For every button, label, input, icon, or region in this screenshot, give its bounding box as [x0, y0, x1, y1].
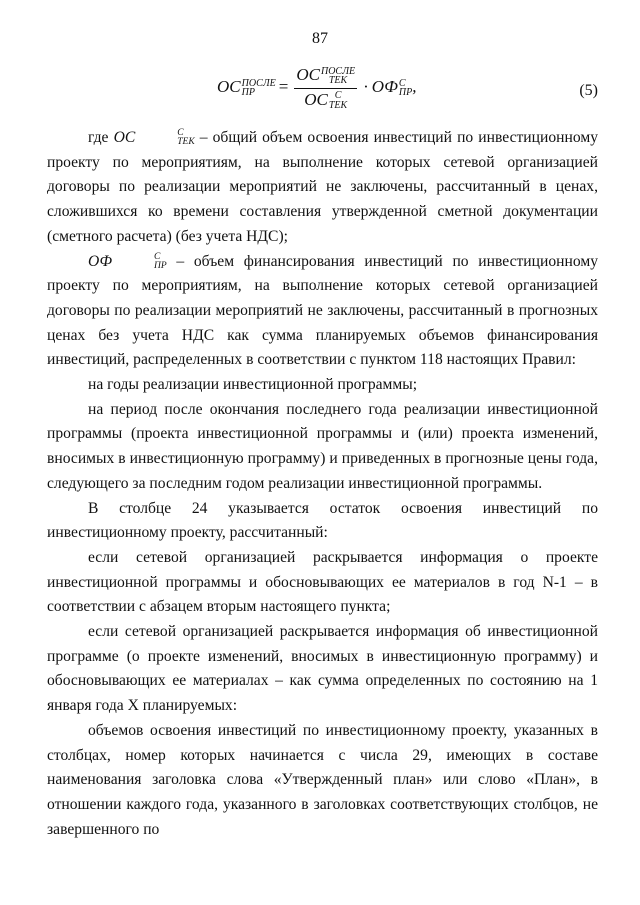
definition-paragraph	[47, 250, 598, 374]
paragraph: на годы реализации инвестиционной программы;	[88, 376, 418, 394]
definition-symbol	[88, 253, 167, 270]
definition-symbol-base: ОФ	[88, 252, 112, 270]
formula-5	[217, 66, 417, 110]
paragraph: В столбце 24 указывается остаток освоения инвестиций по инвестиционному проекту, рассчитанный:	[47, 499, 598, 542]
paragraph: объемов освоения инвестиций по инвестиционному проекту, указанных в столбцах, номер которых начинается с числа 29, имеющих в составе наименования заголовка слова «Утвержденный план» или слово «План», в отношении каждого года, указанного в заголовках соответствующих столбцов, не завершенного по	[47, 721, 598, 838]
body-text	[47, 126, 598, 842]
formula-num-sub: ТЕК	[328, 75, 348, 87]
paragraph: если сетевой организацией раскрывается информация о проекте инвестиционной программы и обосновывающих ее материалов в год N-1 – в соответствии с абзацем вторым настоящего пункта;	[47, 548, 598, 616]
definition-symbol-sub: ТЕК	[177, 137, 195, 148]
formula-factor-base: ОФ	[371, 77, 398, 96]
definition-text: – объем финансирования инвестиций по инвестиционному проекту по мероприятиям, на выполнение которых сетевой организацией договоры по реализации мероприятий не заключены, рассчитанный в прогнозных ценах без учета НДС как сумма планируемых объемов финансирования инвестиций, распределенных в соответствии с пунктом 118 настоящих Правил:	[47, 252, 598, 369]
definition-paragraph	[47, 126, 598, 250]
definition-symbol	[114, 129, 195, 146]
paragraph: на период после окончания последнего года реализации инвестиционной программы (проекта инвестиционной программы и (или) проекта изменений, вносимых в инвестиционную программу) и приведенных в прогнозные цены года, следующего за последним годом реализации инвестиционной программы.	[47, 400, 598, 492]
formula-numerator	[294, 66, 357, 89]
definition-symbol-sup: С	[177, 128, 184, 139]
formula-denominator	[294, 89, 357, 111]
definition-prefix: где	[88, 129, 109, 146]
formula-num-base: ОС	[296, 65, 320, 84]
formula-den-sub: ТЕК	[328, 99, 348, 111]
definition-text: – общий объем освоения инвестиций по инвестиционному проекту по мероприятиям, на выполнение которых сетевой организацией договоры по реализации мероприятий не заключены, рассчитанный в ценах, сложившихся ко времени составления утвержденной сметной документации (сметного расчета) (без учета НДС);	[47, 129, 598, 245]
page-number: 87	[312, 30, 328, 47]
formula-den-sup: С	[334, 90, 342, 102]
formula-equals: =	[278, 77, 289, 96]
paragraph: если сетевой организацией раскрывается информация об инвестиционной программе (о проекте изменений, вносимых в инвестиционную программу) и обосновывающих ее материалах – как сумма определенных по состоянию на 1 января года X планируемых:	[47, 623, 598, 715]
formula-lhs-base: ОС	[217, 77, 241, 96]
definition-symbol-sup: С	[154, 251, 161, 262]
formula-lhs	[217, 77, 276, 99]
definition-symbol-base: ОС	[113, 129, 136, 146]
equation-number: (5)	[579, 82, 598, 99]
formula-factor-sup: С	[398, 77, 406, 89]
formula-den-base: ОС	[304, 89, 328, 109]
formula-tail: ,	[412, 77, 417, 96]
definition-symbol-sub: ПР	[154, 260, 167, 271]
formula-lhs-sup: ПОСЛЕ	[241, 77, 276, 89]
formula-dot: ·	[363, 77, 369, 96]
formula-factor	[371, 77, 413, 99]
formula-factor-sub: ПР	[398, 87, 413, 99]
formula-fraction	[294, 66, 357, 110]
formula-lhs-sub: ПР	[241, 87, 255, 99]
formula-num-sup: ПОСЛЕ	[320, 65, 356, 77]
